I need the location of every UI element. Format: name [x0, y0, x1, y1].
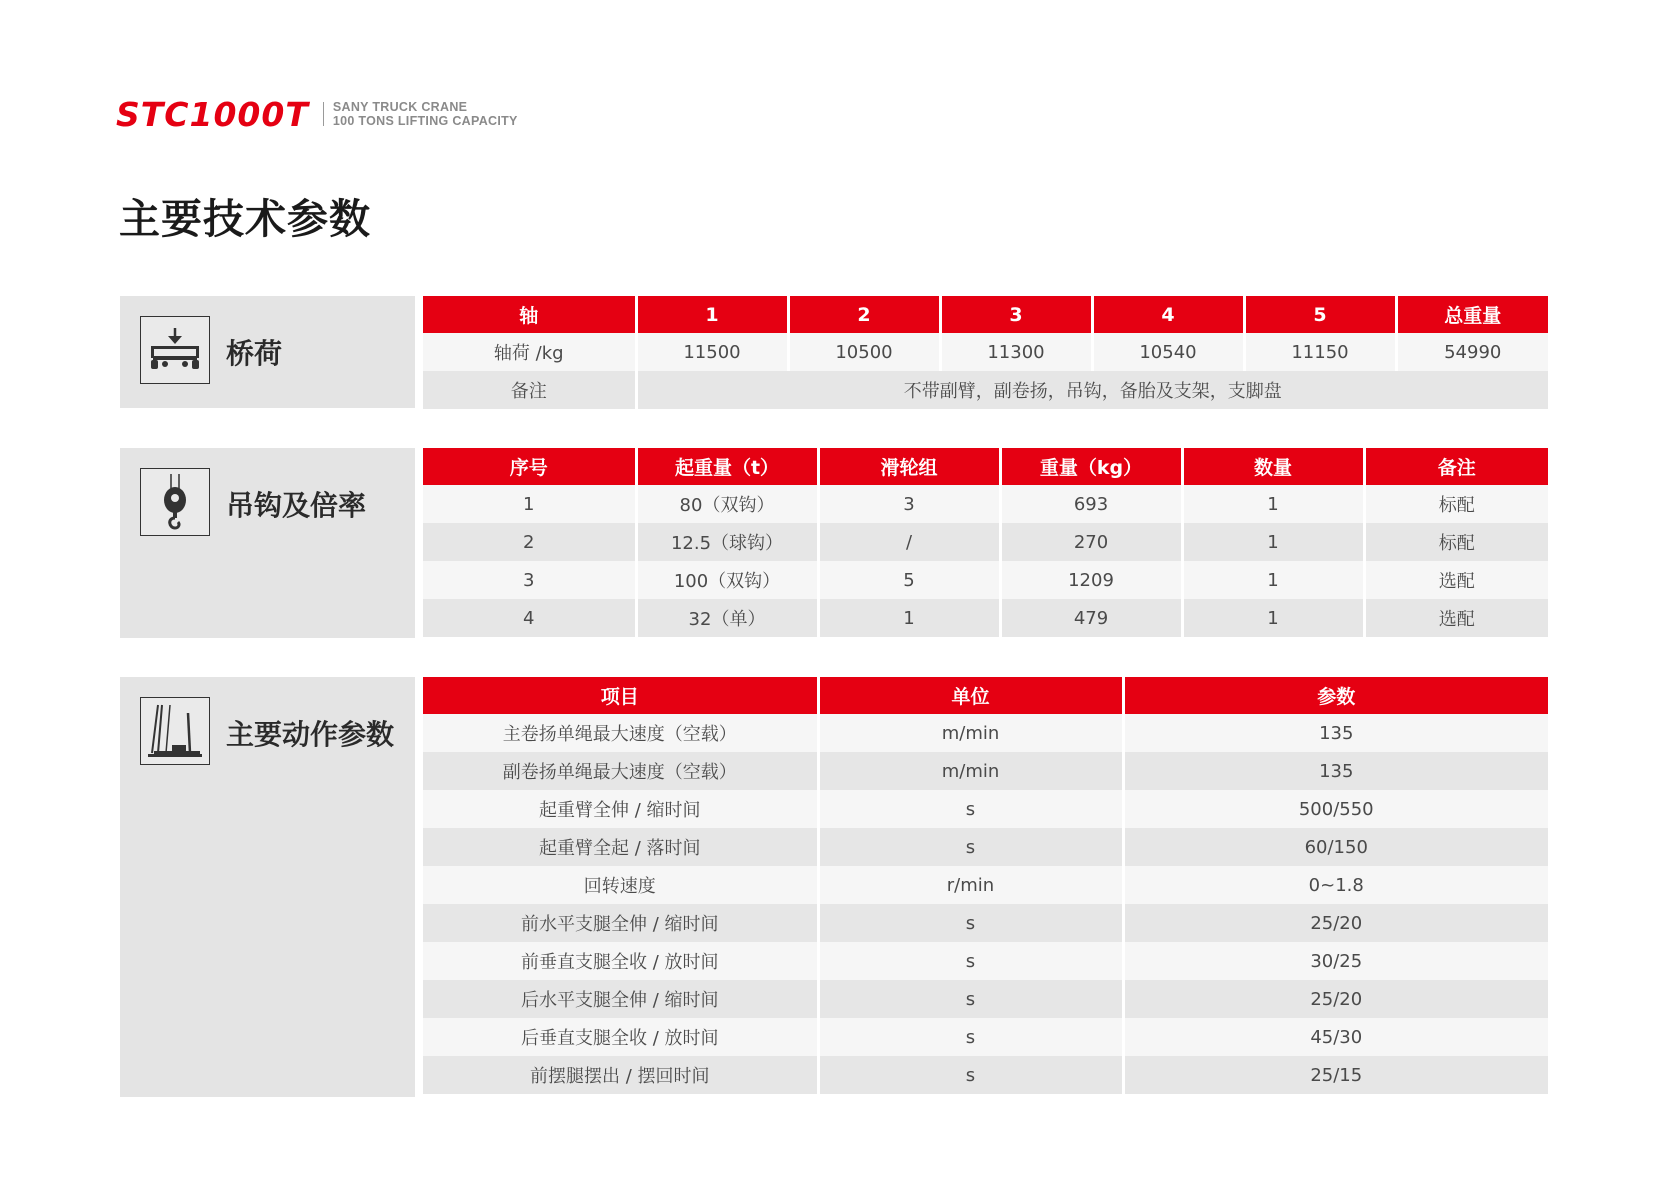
axle-load-icon [140, 316, 210, 384]
table-cell: 5 [818, 561, 1000, 599]
table-cell: 轴荷 /kg [423, 333, 636, 371]
table-row [423, 561, 1548, 599]
header-cell: 备注 [1364, 448, 1548, 485]
axle-load-label: 桥荷 [226, 337, 283, 370]
brand-subtitle [333, 100, 518, 128]
table-row [423, 904, 1548, 942]
brand-subtitle-line2: 100 TONS LIFTING CAPACITY [332, 114, 518, 128]
table-cell: s [818, 904, 1123, 942]
header-cell: 3 [940, 296, 1092, 333]
table-cell: 25/20 [1123, 904, 1548, 942]
table-cell: s [818, 942, 1123, 980]
table-cell: 标配 [1364, 485, 1548, 523]
table-cell: 后水平支腿全伸 / 缩时间 [423, 980, 818, 1018]
header-cell: 序号 [423, 448, 636, 485]
header-cell: 5 [1244, 296, 1396, 333]
table-cell: 32（单） [636, 599, 818, 637]
header-cell: 总重量 [1396, 296, 1548, 333]
hook-block-icon [140, 468, 210, 536]
actions-panel [120, 677, 415, 1097]
table-cell: 25/20 [1123, 980, 1548, 1018]
table-cell: 选配 [1364, 561, 1548, 599]
table-cell: m/min [818, 714, 1123, 752]
table-cell: 60/150 [1123, 828, 1548, 866]
header-cell: 重量（kg） [1000, 448, 1182, 485]
table-cell: 1 [1182, 599, 1364, 637]
table-cell: / [818, 523, 1000, 561]
table-cell: 前水平支腿全伸 / 缩时间 [423, 904, 818, 942]
header-cell: 单位 [818, 677, 1123, 714]
table-cell: 2 [423, 523, 636, 561]
table-cell: 前垂直支腿全收 / 放时间 [423, 942, 818, 980]
brand-model: STC1000T [116, 94, 309, 134]
table-cell: 500/550 [1123, 790, 1548, 828]
table-cell: 回转速度 [423, 866, 818, 904]
table-cell: s [818, 828, 1123, 866]
table-cell: 3 [818, 485, 1000, 523]
table-cell: 主卷扬单绳最大速度（空载） [423, 714, 818, 752]
table-cell: s [818, 790, 1123, 828]
table-cell: 45/30 [1123, 1018, 1548, 1056]
brand-header [116, 94, 518, 134]
table-cell: 11300 [940, 333, 1092, 371]
table-cell: 270 [1000, 523, 1182, 561]
table-row [423, 714, 1548, 752]
table-cell: 135 [1123, 752, 1548, 790]
crane-boom-icon [140, 697, 210, 765]
table-cell: 3 [423, 561, 636, 599]
table-row [423, 866, 1548, 904]
table-cell: 1 [1182, 561, 1364, 599]
header-cell: 4 [1092, 296, 1244, 333]
table-row [423, 1018, 1548, 1056]
table-cell: s [818, 1056, 1123, 1094]
table-cell: 0~1.8 [1123, 866, 1548, 904]
table-cell: 4 [423, 599, 636, 637]
table-cell: 1 [1182, 523, 1364, 561]
table-cell: 12.5（球钩） [636, 523, 818, 561]
header-cell: 参数 [1123, 677, 1548, 714]
header-cell: 轴 [423, 296, 636, 333]
table-cell: 10500 [788, 333, 940, 371]
table-cell: 1209 [1000, 561, 1182, 599]
table-cell: 选配 [1364, 599, 1548, 637]
table-cell: 479 [1000, 599, 1182, 637]
table-cell: 54990 [1396, 333, 1548, 371]
table-cell: m/min [818, 752, 1123, 790]
axle-load-panel [120, 296, 415, 408]
brand-subtitle-line1: SANY TRUCK CRANE [332, 100, 468, 114]
table-cell: s [818, 1018, 1123, 1056]
table-cell: 标配 [1364, 523, 1548, 561]
actions-label: 主要动作参数 [226, 718, 395, 751]
hooks-panel [120, 448, 415, 638]
table-row [423, 371, 1548, 409]
table-row [423, 523, 1548, 561]
header-cell: 2 [788, 296, 940, 333]
table-cell: 1 [1182, 485, 1364, 523]
table-cell: 25/15 [1123, 1056, 1548, 1094]
table-row [423, 752, 1548, 790]
table-cell: s [818, 980, 1123, 1018]
header-cell: 数量 [1182, 448, 1364, 485]
hooks-table [423, 448, 1548, 637]
table-header-row [423, 296, 1548, 333]
table-cell: 10540 [1092, 333, 1244, 371]
header-cell: 项目 [423, 677, 818, 714]
table-cell: 80（双钩） [636, 485, 818, 523]
table-header-row [423, 448, 1548, 485]
table-row [423, 599, 1548, 637]
table-cell: 11150 [1244, 333, 1396, 371]
table-row [423, 942, 1548, 980]
table-cell: 前摆腿摆出 / 摆回时间 [423, 1056, 818, 1094]
header-cell: 滑轮组 [818, 448, 1000, 485]
table-row [423, 1056, 1548, 1094]
table-cell: 起重臂全起 / 落时间 [423, 828, 818, 866]
hooks-label: 吊钩及倍率 [226, 489, 367, 522]
table-cell: 135 [1123, 714, 1548, 752]
actions-table [423, 677, 1548, 1094]
table-cell: 100（双钩） [636, 561, 818, 599]
table-row [423, 333, 1548, 371]
table-cell: 1 [818, 599, 1000, 637]
header-cell: 起重量（t） [636, 448, 818, 485]
table-cell: 后垂直支腿全收 / 放时间 [423, 1018, 818, 1056]
table-cell: 起重臂全伸 / 缩时间 [423, 790, 818, 828]
axle-load-table [423, 296, 1548, 409]
note-label-cell: 备注 [423, 371, 636, 409]
table-row [423, 980, 1548, 1018]
table-cell: 1 [423, 485, 636, 523]
note-cell: 不带副臂，副卷扬，吊钩，备胎及支架，支脚盘 [636, 371, 1548, 409]
table-row [423, 790, 1548, 828]
table-cell: 11500 [636, 333, 788, 371]
table-row [423, 485, 1548, 523]
page-title: 主要技术参数 [119, 195, 371, 243]
header-cell: 1 [636, 296, 788, 333]
brand-divider [323, 102, 324, 126]
table-cell: r/min [818, 866, 1123, 904]
table-cell: 30/25 [1123, 942, 1548, 980]
table-header-row [423, 677, 1548, 714]
table-cell: 693 [1000, 485, 1182, 523]
table-cell: 副卷扬单绳最大速度（空载） [423, 752, 818, 790]
table-row [423, 828, 1548, 866]
